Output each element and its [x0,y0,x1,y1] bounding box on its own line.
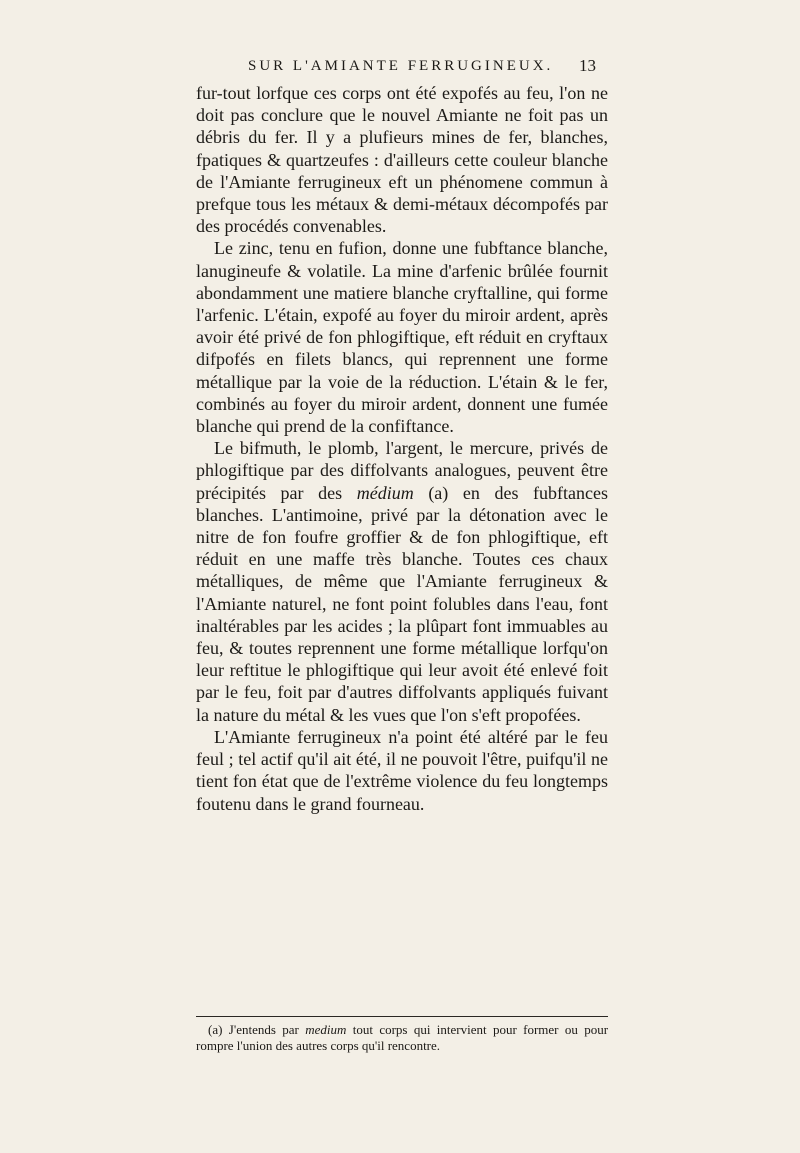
running-head: SUR L'AMIANTE FERRUGINEUX. [248,58,554,74]
paragraph-3-end: en des fubftances blanches. L'antimoine, privé par la détonation avec le nitre de fon foufre groffier & de fon phlogiftique, eft réduit en une maffe très blanche. Toutes ces chaux métalliques, de même que l'Amiante ferrugineux & l'Amiante naturel, ne font point folubles dans l'eau, font inaltérables par les acides ; la plûpart font immuables au feu, & toutes reprennent une forme métallique lorfqu'on leur reftitue le phlogiftique qui leur avoit été enlevé foit par le feu, foit par d'autres diffolvants appliqués fuivant la nature du métal & les vues que l'on s'eft propofées. [196,482,609,725]
paragraph-4: L'Amiante ferrugineux n'a point été altéré par le feu feul ; tel actif qu'il ait été, il ne pouvoit l'être, puifqu'il ne tient fon état que de l'extrême violence du feu longtemps foutenu dans le grand fourneau. [196,726,608,814]
footnote-rule [196,1016,608,1017]
footnote-reference[interactable]: (a) [428,482,449,503]
paragraph-2: Le zinc, tenu en fufion, donne une fubftance blanche, lanugineufe & volatile. La mine d'arfenic brûlée fournit abondamment une matiere blanche cryftalline, qui forme l'arfenic. L'étain, expofé au foyer du miroir ardent, après avoir été privé de fon phlogiftique, eft réduit en cryftaux difpofés en filets blancs, qui reprennent une forme métallique par la voie de la réduction. L'étain & le fer, combinés au foyer du miroir ardent, donnent une fumée blanche qui prend de la confiftance. [196,238,608,437]
footnote [196,1022,608,1054]
main-text [196,82,608,815]
footnote-marker: (a) [208,1022,223,1037]
footnote-text: tout corps qui intervient pour former ou pour rompre l'union des autres corps qu'il rencontre. [196,1022,609,1053]
medium-term: médium [356,482,414,503]
footnote-lead: J'entends par [228,1022,299,1037]
paragraph-1: fur-tout lorfque ces corps ont été expofés au feu, l'on ne doit pas conclure que le nouvel Amiante ne foit pas un débris du fer. Il y a plufieurs mines de fer, blanches, fpatiques & quartzeufes : d'ailleurs cette couleur blanche de l'Amiante ferrugineux eft un phénomene commun à prefque tous les métaux & demi-métaux décompofés par des procédés convenables. [196,83,608,237]
footnote-term: medium [305,1022,347,1037]
paragraph-3-start: Le bifmuth, le plomb, l'argent, le mercure, privés de phlogiftique par des diffolvants analogues, peuvent être précipités par des [196,438,608,503]
paragraph-3 [196,437,608,726]
page-number: 13 [579,56,596,75]
